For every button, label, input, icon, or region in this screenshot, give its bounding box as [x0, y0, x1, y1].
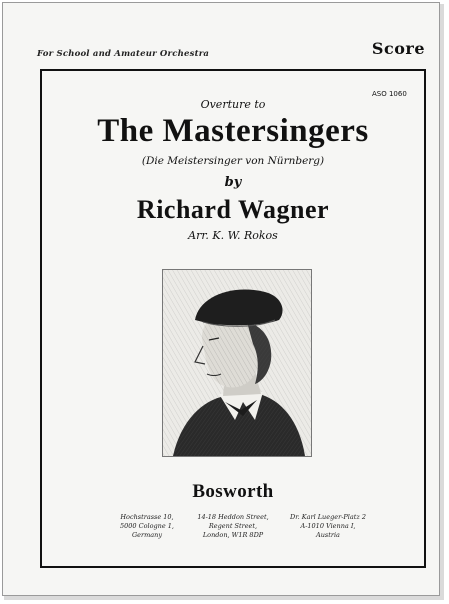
score-cover	[2, 2, 440, 596]
composer-name: Richard Wagner	[136, 195, 330, 224]
portrait-engraving-icon	[163, 270, 311, 456]
address-line: A-1010 Vienna I,	[300, 522, 356, 530]
work-title: The Mastersingers	[97, 113, 369, 149]
address-line: 14-18 Heddon Street,	[197, 513, 269, 521]
address-london	[178, 513, 288, 540]
address-line: London, W1R 8DP	[202, 531, 264, 539]
edition-type-label: Score	[371, 39, 425, 58]
series-line: For School and Amateur Orchestra	[37, 49, 210, 59]
address-line: Dr. Karl Lueger-Platz 2	[290, 513, 366, 521]
by-line: by	[224, 175, 242, 190]
catalog-number: ASO 1060	[372, 90, 407, 98]
address-line: 5000 Cologne 1,	[120, 522, 174, 530]
overture-line: Overture to	[200, 98, 266, 111]
address-line: Austria	[316, 531, 340, 539]
publisher-name: Bosworth	[192, 481, 274, 502]
composer-portrait	[162, 269, 312, 457]
arranger-line: Arr. K. W. Rokos	[188, 229, 278, 242]
address-vienna	[273, 513, 383, 540]
address-line: Germany	[131, 531, 163, 539]
address-line: Hochstrasse 10,	[120, 513, 174, 521]
address-line: Regent Street,	[208, 522, 258, 530]
title-frame	[40, 69, 426, 568]
work-subtitle: (Die Meistersinger von Nürnberg)	[141, 155, 325, 167]
